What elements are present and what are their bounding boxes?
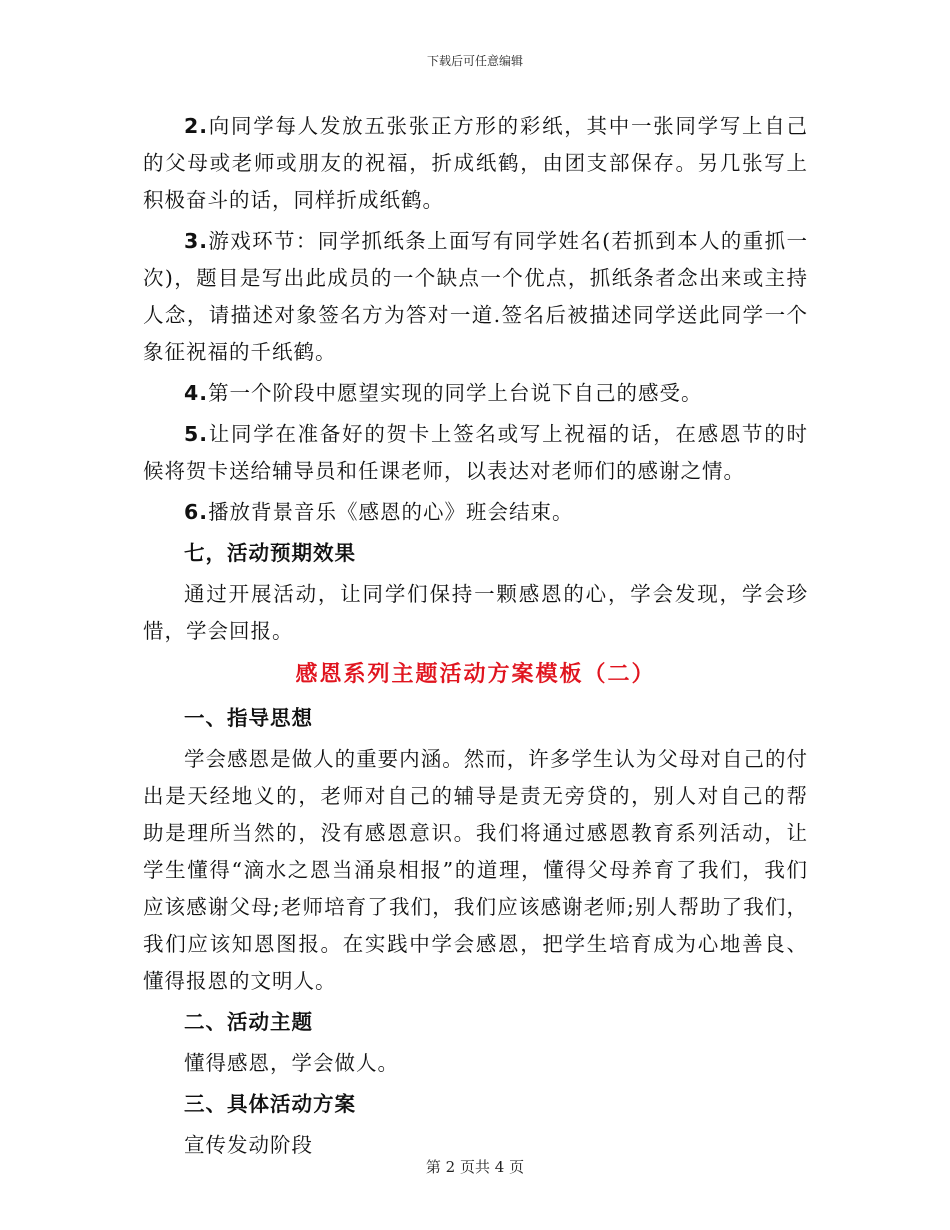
item-text: 第一个阶段中愿望实现的同学上台说下自己的感受。: [208, 381, 703, 405]
list-item: [143, 108, 808, 219]
section-heading-2: 二、活动主题: [184, 1010, 313, 1034]
item-text: 让同学在准备好的贺卡上签名或写上祝福的话，在感恩节的时候将贺卡送给辅导员和任课老师，以表达对老师们的感谢之情。: [143, 422, 808, 483]
item-text: 游戏环节：同学抓纸条上面写有同学姓名(若抓到本人的重抓一次)，题目是写出此成员的一个缺点一个优点，抓纸条者念出来或主持人念，请描述对象签名方为答对一道.签名后被描述同学送此同学一个象征祝福的千纸鹤。: [143, 229, 808, 364]
item-number: 6.: [184, 500, 209, 524]
document-title: 感恩系列主题活动方案模板（二）: [295, 661, 656, 687]
list-item: [143, 375, 808, 412]
item-number: 2.: [184, 114, 209, 138]
list-item: [143, 494, 808, 531]
section-text-3: 宣传发动阶段: [184, 1133, 313, 1157]
section-text-7: 通过开展活动，让同学们保持一颗感恩的心，学会发现，学会珍惜，学会回报。: [143, 582, 808, 643]
item-text: 播放背景音乐《感恩的心》班会结束。: [208, 500, 574, 524]
list-item: [143, 416, 808, 490]
item-number: 3.: [184, 229, 209, 253]
document-body: [143, 108, 808, 1164]
item-number: 4.: [184, 381, 209, 405]
page-header: 下载后可任意编辑: [426, 54, 523, 68]
item-text: 向同学每人发放五张张正方形的彩纸，其中一张同学写上自己的父母或老师或朋友的祝福，折成纸鹤，由团支部保存。另几张写上积极奋斗的话，同样折成纸鹤。: [143, 114, 808, 212]
section-heading-7: 七，活动预期效果: [184, 541, 356, 565]
item-number: 5.: [184, 422, 209, 446]
section-heading-3: 三、具体活动方案: [184, 1092, 356, 1116]
page-number: 第 2 页共 4 页: [425, 1158, 525, 1176]
list-item: [143, 223, 808, 371]
section-text-2: 懂得感恩，学会做人。: [184, 1051, 399, 1075]
section-text-1: 学会感恩是做人的重要内涵。然而，许多学生认为父母对自己的付出是天经地义的，老师对自己的辅导是责无旁贷的，别人对自己的帮助是理所当然的，没有感恩意识。我们将通过感恩教育系列活动，让学生懂得“滴水之恩当涌泉相报”的道理，懂得父母养育了我们，我们应该感谢父母;老师培育了我们，我们应该感谢老师;别人帮助了我们，我们应该知恩图报。在实践中学会感恩，把学生培育成为心地善良、懂得报恩的文明人。: [143, 747, 808, 993]
section-heading-1: 一、指导思想: [184, 706, 313, 730]
